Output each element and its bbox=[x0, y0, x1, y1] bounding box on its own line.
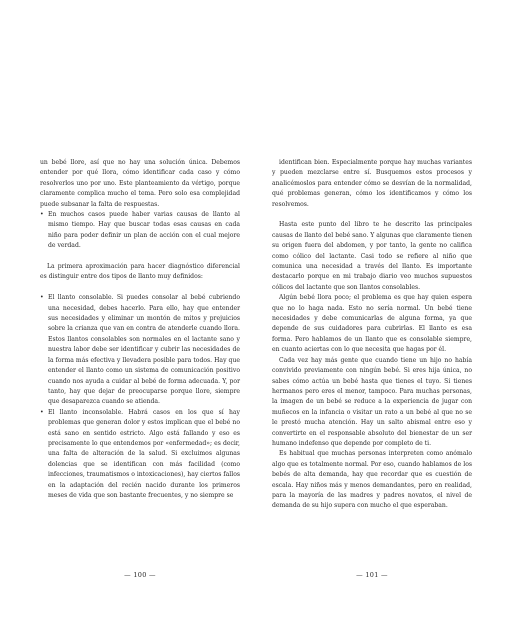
paragraph-main-causes: Hasta este punto del libro te he descrito las principales causas de llanto del bebé sano. Y algunas que claramente tienen su origen fuera del abdomen, y por tanto, la gente no califica como cólico del lactante. Casi todo se refiere al niño que comunica una necesidad a través del llanto. Es importante destacarlo porque en mi trabajo diario veo muchos supuestos cólicos del lactante que son llantos consolables. bbox=[272, 221, 472, 291]
paragraph-diagnosis: La primera aproximación para hacer diagnóstico diferencial es distinguir entre dos tipos de llanto muy definidos: bbox=[40, 263, 240, 281]
paragraph-high-demand: Es habitual que muchas personas interpreten como anómalo algo que es totalmente normal. Por eso, cuando hablamos de los bebés de alta demanda, hay que recordar que es cuestión de escala. Hay niños más y menos demandantes, pero en realidad, para la mayoría de las madres y padres novatos, el nivel de demanda de su hijo supera con mucho el que esperaban. bbox=[272, 450, 472, 510]
right-page bbox=[272, 158, 472, 512]
bullet-inconsolable-cry: • El llanto inconsolable. Habrá casos en los que sí hay problemas que generan dolor y estos implican que el bebé no está sano en sentido estricto. Algo está fallando y eso es precisamente lo que entendemos por «enfermedad»; es decir, una falta de alteración de la salud. Si excluimos algunas dolencias que se identifican con más facilidad (como infecciones, traumatismos o intoxicaciones), hay ciertos fallos en la adaptación del recién nacido durante los primeros meses de vida que son bastante frecuentes, y no siempre se bbox=[40, 408, 240, 502]
left-page bbox=[40, 158, 240, 501]
bullet-multiple-causes: • En muchos casos puede haber varias causas de llanto al mismo tiempo. Hay que buscar todas esas causas en cada niño para poder definir un plan de acción con el cual mejore de verdad. bbox=[40, 210, 240, 252]
cry-type-list bbox=[40, 293, 240, 501]
paragraph-continued: identifican bien. Especialmente porque hay muchas variantes y pueden mezclarse entre sí. Busquemos estos procesos y analicémoslos para entender cómo se desvían de la normalidad, qué problemas generan, cómo los identificamos y cómo los resolvemos. bbox=[272, 159, 472, 208]
intro-bullet-list bbox=[40, 158, 240, 252]
page-number-right: — 101 — bbox=[356, 571, 388, 579]
paragraph-baby-cries-little: Algún bebé llora poco; el problema es que hay quien espera que no lo haga nada. Esto no sería normal. Un bebé tiene necesidades y debe comunicarlas de alguna forma, ya que depende de sus cuidadores para cubrirlas. El llanto es esa forma. Pero hablamos de un llanto que es consolable siempre, en cuanto aciertas con lo que necesita que hagas por él. bbox=[272, 294, 472, 354]
page-number-left: — 100 — bbox=[124, 571, 156, 579]
paragraph-new-parents: Cada vez hay más gente que cuando tiene un hijo no había convivido previamente con ningún bebé. Si eres hija única, no sabes cómo actúa un bebé hasta que tienes el tuyo. Si tienes hermanos pero eres el menor, tampoco. Para muchas personas, la imagen de un bebé se reduce a la experiencia de jugar con muñecos en la infancia o visitar un rato a un bebé al que no se le prestó mucha atención. Hay un salto abismal entre eso y convertirte en el responsable absoluto del bienestar de un ser humano indefenso que depende por completo de ti. bbox=[272, 356, 472, 447]
bullet-continued: un bebé llore, así que no hay una solución única. Debemos entender por qué llora, cómo identificar cada caso y cómo resolverlos uno por uno. Este planteamiento da vértigo, porque claramente complica mucho el tema. Pero solo esa complejidad puede subsanar la falta de respuestas. bbox=[40, 159, 240, 208]
bullet-consolable-cry: • El llanto consolable. Si puedes consolar al bebé cubriendo una necesidad, debes hacerlo. Para ello, hay que entender sus necesidades y eliminar un montón de mitos y prejuicios sobre la crianza que van en contra de atenderle cuando llora. Estos llantos consolables son normales en el lactante sano y nuestra labor debe ser identificar y cubrir las necesidades de la forma más efectiva y llevadera posible para todos. Hay que entender el llanto como un sistema de comunicación positivo cuando nos ayuda a cuidar al bebé de forma adecuada. Y, por tanto, hay que dejar de preocuparse porque llore, siempre que desaparezca cuando se atienda. bbox=[40, 293, 240, 407]
